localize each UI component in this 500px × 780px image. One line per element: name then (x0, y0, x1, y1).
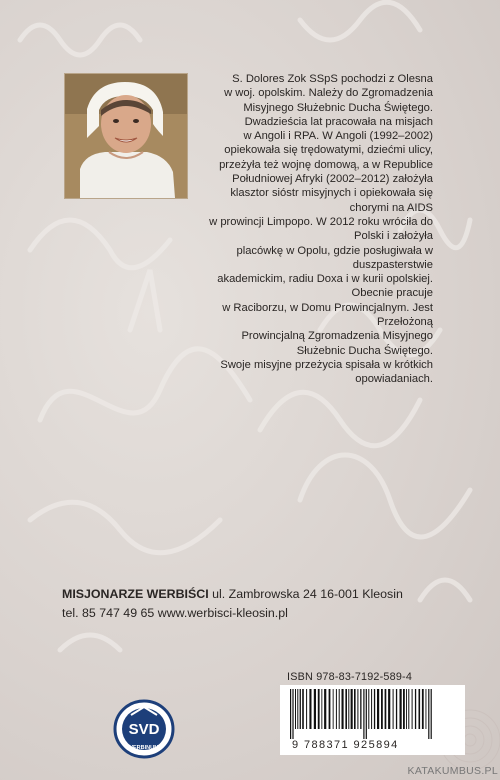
bio-line: S. Dolores Zok SSpS pochodzi z Olesna (232, 73, 433, 85)
barcode-bar (339, 689, 340, 729)
barcode-bar (329, 689, 331, 729)
barcode-bar (309, 689, 311, 729)
barcode-bar (400, 689, 402, 729)
barcode-bar (357, 689, 358, 729)
svd-verbinum-logo (113, 699, 175, 759)
barcode-bar (324, 689, 326, 729)
bio-line: Swoje misyjne przeżycia spisała w krótkich opowiadaniach. (220, 358, 433, 386)
barcode-bar (348, 689, 349, 729)
bio-line: akademickim, radiu Doxa i w kurii opolskiej. Obecnie pracuje (217, 273, 433, 300)
barcode-bar (393, 689, 394, 729)
barcode-bar (366, 689, 367, 739)
barcode-bar (345, 689, 347, 729)
isbn-label: ISBN 978-83-7192-589-4 (287, 671, 413, 683)
barcode-number: 9 788371 925894 (292, 739, 399, 751)
barcode-bar (290, 689, 291, 739)
bio-line: Dwadzieścia lat pracowała na misjach (244, 115, 433, 128)
publisher-name: MISJONARZE WERBIŚCI (62, 587, 209, 601)
bio-line: Misyjnego Służebnic Ducha Świętego. (243, 101, 433, 114)
barcode-bar (321, 689, 322, 729)
author-photo (64, 73, 188, 199)
barcode-bar (300, 689, 301, 729)
barcode-bar (354, 689, 356, 729)
barcode-bar (318, 689, 320, 729)
bio-line: przeżyła też wojnę domową, a w Republice (219, 158, 433, 171)
barcode-bar (306, 689, 307, 729)
barcode-bar (351, 689, 353, 729)
bio-line: w woj. opolskim. Należy do Zgromadzenia (224, 87, 433, 100)
bio-line: Prowincjalną Zgromadzenia Misyjnego Służebnic Ducha Świętego. (241, 330, 433, 357)
barcode-bar (431, 689, 432, 739)
barcode-bar (426, 689, 427, 729)
barcode-bar (342, 689, 344, 729)
bio-line: placówkę w Opolu, gdzie posługiwała w duszpasterstwie (236, 244, 433, 271)
publisher-address: ul. Zambrowska 24 16-001 Kleosin (212, 587, 403, 601)
barcode-bar (377, 689, 379, 729)
logo-subtitle: VERBINUM (129, 745, 159, 751)
barcode-bar (381, 689, 383, 729)
barcode-bar (374, 689, 375, 729)
watermark: KATAKUMBUS.PL (407, 765, 498, 777)
publisher-info (62, 585, 462, 623)
bio-line: w Angoli i RPA. W Angoli (1992–2002) (243, 130, 433, 143)
barcode-bar (314, 689, 316, 729)
barcode-bar (419, 689, 421, 729)
barcode-bar (408, 689, 409, 729)
barcode-bar (363, 689, 364, 739)
bio-line: w Raciborzu, w Domu Prowincjalnym. Jest Przełożoną (222, 301, 433, 329)
publisher-contact: tel. 85 747 49 65 www.werbisci-kleosin.pl (62, 606, 288, 620)
barcode-bars (280, 685, 465, 739)
barcode-bar (406, 689, 407, 729)
publisher-address-line (62, 585, 462, 604)
barcode-bar (295, 689, 296, 729)
barcode-bar (412, 689, 413, 729)
logo-letters: SVD (128, 721, 160, 738)
barcode-bar (403, 689, 405, 729)
barcode-bar (422, 689, 424, 729)
barcode-bar (396, 689, 397, 729)
barcode-bar (302, 689, 304, 729)
bio-line: w prowincji Limpopo. W 2012 roku wróciła do Polski i założyła (209, 215, 433, 243)
barcode-bar (360, 689, 361, 729)
barcode-bar (415, 689, 416, 729)
bio-line: opiekowała się trędowatymi, dziećmi ulicy, (224, 144, 433, 157)
barcode-bar (428, 689, 429, 739)
barcode-bar (333, 689, 334, 729)
barcode-bar (371, 689, 372, 729)
barcode-bar (336, 689, 337, 729)
bio-line: klasztor sióstr misyjnych i opiekowała się chorymi na AIDS (230, 187, 433, 214)
barcode-bar (297, 689, 298, 729)
author-biography (195, 72, 433, 387)
barcode-bar (385, 689, 387, 729)
barcode-bar (292, 689, 293, 739)
barcode-bar (368, 689, 369, 729)
bio-line: Południowej Afryki (2002–2012) założyła (232, 173, 433, 186)
barcode-bar (388, 689, 390, 729)
